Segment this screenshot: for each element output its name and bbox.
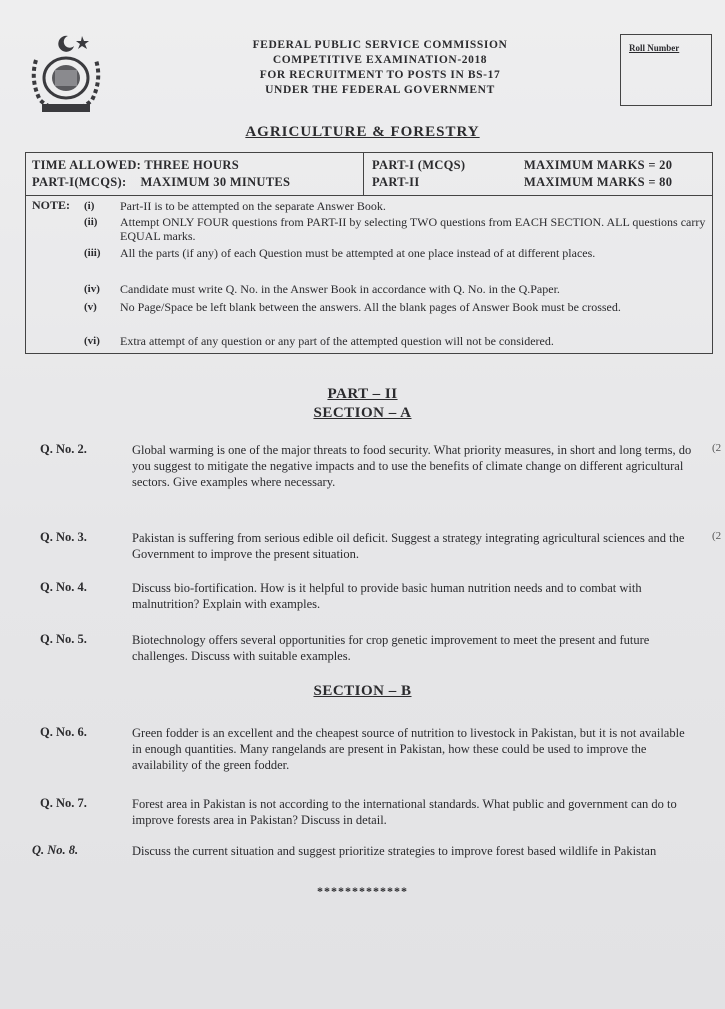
header-line-1: FEDERAL PUBLIC SERVICE COMMISSION — [252, 39, 508, 51]
question-text: Forest area in Pakistan is not according to the international standards. What public and government can do to improve forests area in Pakistan? Discuss in detail. — [132, 797, 677, 827]
end-of-paper-mark: ************* — [317, 884, 408, 898]
note-text: All the parts (if any) of each Question must be attempted at one place instead of at different places. — [120, 246, 596, 260]
exam-info-table — [25, 152, 713, 196]
time-allowed: TIME ALLOWED: THREE HOURS — [32, 158, 239, 172]
note-text: Candidate must write Q. No. in the Answer Book in accordance with Q. No. in the Q.Paper. — [120, 282, 560, 296]
header-line-4: UNDER THE FEDERAL GOVERNMENT — [265, 84, 495, 96]
note-number: (v) — [84, 301, 97, 313]
note-number: (i) — [84, 200, 95, 212]
question-text: Pakistan is suffering from serious edible oil deficit. Suggest a strategy integrating agricultural sciences and the Government to improve the present situation. — [132, 531, 685, 561]
max-marks-part2: MAXIMUM MARKS = 80 — [524, 175, 673, 189]
question-text: Biotechnology offers several opportunities for crop genetic improvement to meet the present and future challenges. Discuss with suitable examples. — [132, 633, 650, 663]
note-number: (vi) — [84, 335, 100, 347]
government-emblem-icon — [28, 30, 104, 114]
question-text: Global warming is one of the major threats to food security. What priority measures, in short and long terms, do you suggest to mitigate the negative impacts and to use the benefits of climate change on different agricultural sectors. Give examples where necessary. — [132, 443, 692, 489]
roll-number-box[interactable] — [620, 34, 712, 106]
question-number: Q. No. 6. — [40, 725, 87, 739]
question-number: Q. No. 3. — [40, 530, 87, 544]
note-text: Extra attempt of any question or any part of the attempted question will not be considered. — [120, 334, 554, 348]
question-text: Green fodder is an excellent and the cheapest source of nutrition to livestock in Pakistan, but it is not available in enough quantities. Many rangelands are present in Pakistan, how these could be used to improve the availability of the green fodder. — [132, 726, 685, 772]
note-number: (iv) — [84, 283, 100, 295]
question-marks: (2 — [712, 530, 722, 542]
question-number: Q. No. 8. — [32, 843, 79, 857]
part2-name: PART-II — [372, 175, 420, 189]
max-marks-part1: MAXIMUM MARKS = 20 — [524, 158, 673, 172]
section-a-title: SECTION – A — [313, 405, 412, 421]
time-column — [26, 153, 364, 195]
note-label: NOTE: — [32, 198, 71, 212]
header-line-3: FOR RECRUITMENT TO POSTS IN BS-17 — [259, 69, 501, 81]
section-b-title: SECTION – B — [313, 683, 412, 699]
notes-box — [25, 196, 713, 354]
question-number: Q. No. 2. — [40, 442, 87, 456]
question-text: Discuss the current situation and suggest prioritize strategies to improve forest based wildlife in Pakistan — [132, 844, 657, 858]
question-marks: (2 — [712, 442, 722, 454]
marks-column — [514, 153, 714, 195]
part1-label: PART-I(MCQS): — [32, 175, 127, 189]
subject-title: AGRICULTURE & FORESTRY — [245, 124, 480, 140]
question-number: Q. No. 7. — [40, 796, 87, 810]
note-text: No Page/Space be left blank between the answers. All the blank pages of Answer Book must be crossed. — [120, 300, 621, 314]
part1-time-row — [32, 174, 363, 191]
header-line-2: COMPETITIVE EXAMINATION-2018 — [272, 54, 488, 66]
question-text: Discuss bio-fortification. How is it helpful to provide basic human nutrition needs and to combat with malnutrition? Explain with examples. — [132, 581, 642, 611]
note-number: (iii) — [84, 247, 101, 259]
part1-time: MAXIMUM 30 MINUTES — [140, 175, 291, 189]
parts-column — [364, 153, 514, 195]
note-text: Attempt ONLY FOUR questions from PART-II by selecting TWO questions from EACH SECTION. ALL questions carry EQUAL marks. — [120, 215, 706, 243]
commission-header — [190, 38, 570, 98]
part-title: PART – II — [327, 386, 398, 402]
note-text: Part-II is to be attempted on the separate Answer Book. — [120, 199, 386, 213]
question-number: Q. No. 4. — [40, 580, 87, 594]
question-number: Q. No. 5. — [40, 632, 87, 646]
part1-name: PART-I (MCQS) — [372, 158, 466, 172]
note-number: (ii) — [84, 216, 98, 228]
roll-number-label: Roll Number — [629, 43, 680, 53]
